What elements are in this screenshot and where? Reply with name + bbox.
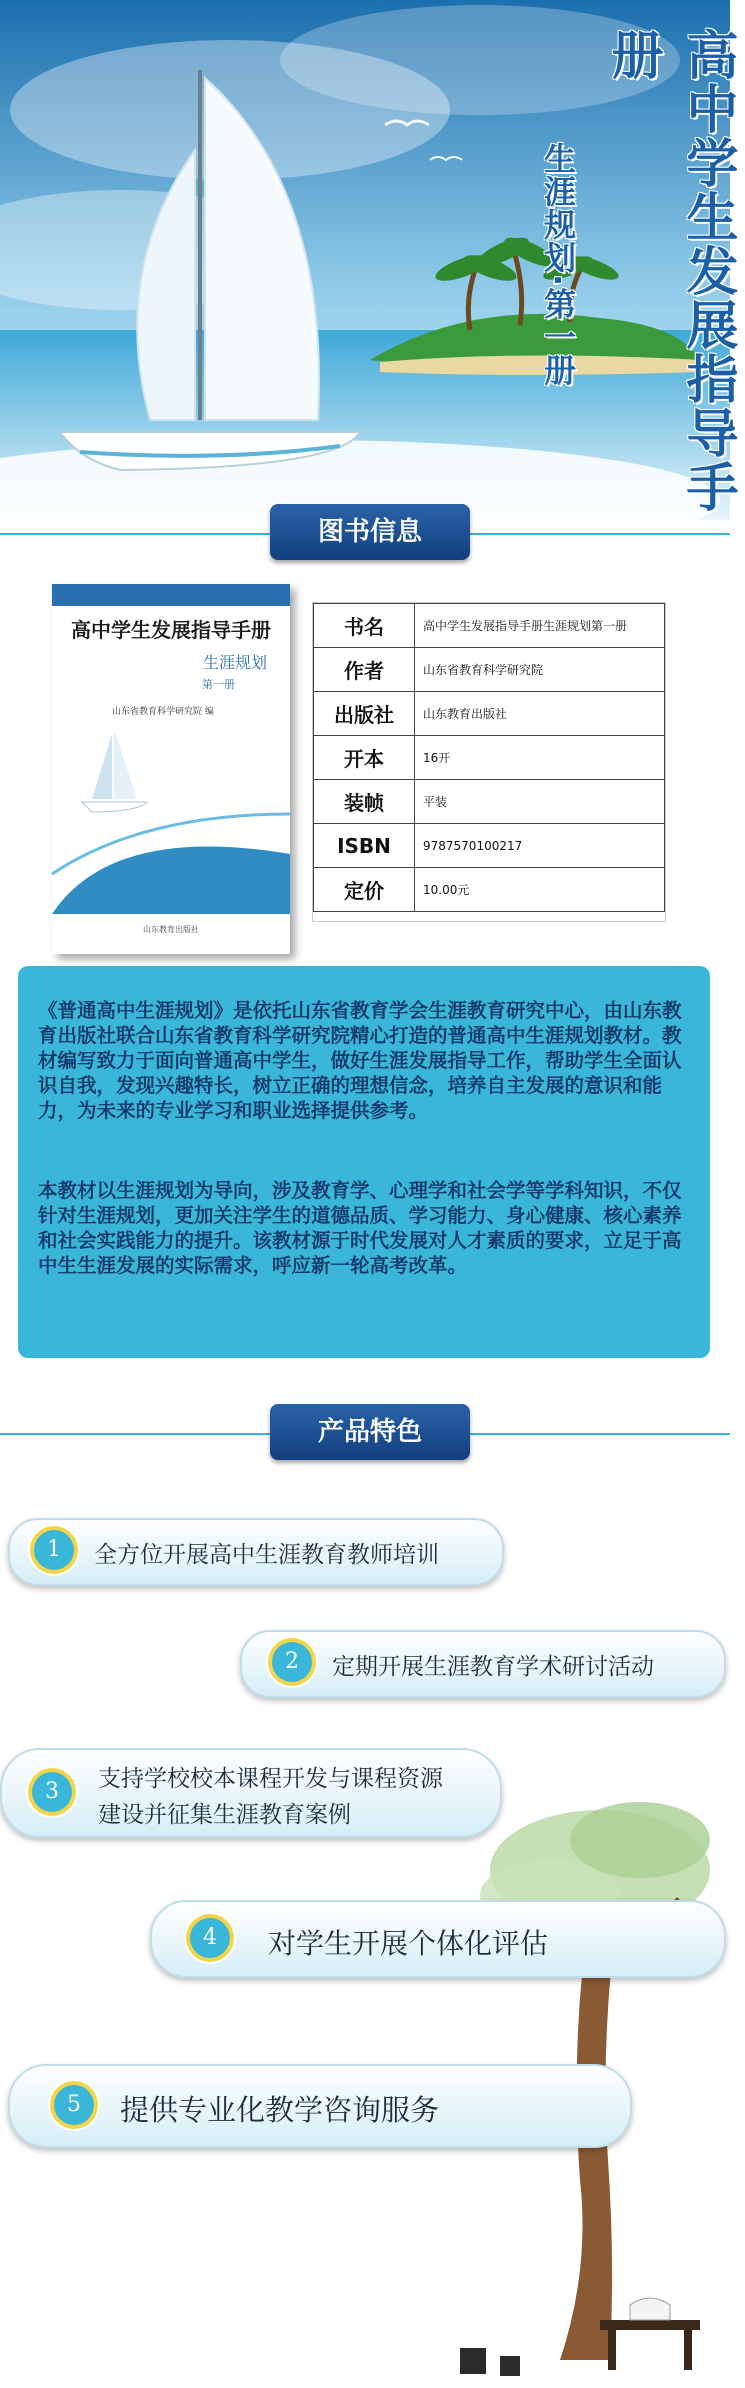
table-row [314,736,665,780]
feature-number-badge: 5 [54,2085,94,2125]
info-key: 定价 [314,868,415,912]
info-key: 作者 [314,648,415,692]
table-row [314,692,665,736]
book-info-table [313,603,665,912]
info-value: 10.00元 [415,868,665,912]
feature-text-line2: 建设并征集生涯教育案例 [98,1802,351,1828]
cover-title: 高中学生发展指导手册 [71,618,271,642]
info-value: 16开 [415,736,665,780]
info-value: 高中学生发展指导手册生涯规划第一册 [415,604,665,648]
cover-author: 山东省教育科学研究院 编 [112,707,214,717]
feature-text: 定期开展生涯教育学术研讨活动 [332,1654,654,1680]
info-value: 山东省教育科学研究院 [415,648,665,692]
feature-item [0,1748,502,1838]
info-key: 装帧 [314,780,415,824]
feature-item [8,1518,504,1586]
feature-number-badge: 3 [32,1772,72,1812]
hero-subtitle: 生涯规划·第一册 [539,142,577,387]
feature-number-badge: 1 [34,1530,74,1570]
info-key: 开本 [314,736,415,780]
info-value: 山东教育出版社 [415,692,665,736]
info-value: 平装 [415,780,665,824]
table-row [314,648,665,692]
section-title: 图书信息 [270,504,470,560]
hero-title: 高中学生发展指导手册 [602,28,737,514]
feature-item [240,1630,726,1698]
info-key: ISBN [314,824,415,868]
feature-text-line1: 支持学校校本课程开发与课程资源 [98,1766,443,1792]
intro-box [18,966,710,1358]
info-key: 书名 [314,604,415,648]
section-header-features [0,1404,730,1464]
table-row [314,604,665,648]
section-title: 产品特色 [270,1404,470,1460]
cover-publisher: 山东教育出版社 [143,925,199,934]
cover-top-bar [52,584,290,606]
intro-paragraph-1: 《普通高中生涯规划》是依托山东省教育学会生涯教育研究中心，由山东教育出版社联合山东省教育科学研究院精心打造的普通高中生涯规划教材。教材编写致力于面向普通高中学生，做好生涯发展指导工作，帮助学生全面认识自我，发现兴趣特长，树立正确的理想信念，培养自主发展的意识和能力，为未来的专业学习和职业选择提供参考。 [38,999,682,1122]
feature-text: 提供专业化教学咨询服务 [120,2093,440,2127]
feature-text: 全方位开展高中生涯教育教师培训 [94,1542,439,1568]
book-info-table-frame [312,602,666,922]
feature-number-badge: 4 [190,1918,230,1958]
cover-wave-graphic [52,704,290,914]
hero-banner [0,0,737,520]
cover-volume: 第一册 [202,678,235,691]
intro-paragraph-2: 本教材以生涯规划为导向，涉及教育学、心理学和社会学等学科知识，不仅针对生涯规划，更加关注学生的道德品质、学习能力、身心健康、核心素养和社会实践能力的提升。该教材源于时代发展对人才素质的要求，立足于高中生生涯发展的实际需求，呼应新一轮高考改革。 [38,1179,682,1277]
section-header-book-info [0,504,730,564]
feature-item [8,2064,632,2148]
table-row [314,780,665,824]
book-cover-image [52,584,290,954]
cover-subtitle: 生涯规划 [202,653,267,672]
info-value: 9787570100217 [415,824,665,868]
feature-number-badge: 2 [272,1642,312,1682]
info-key: 出版社 [314,692,415,736]
table-row [314,868,665,912]
feature-text: 对学生开展个体化评估 [268,1927,549,1960]
table-row [314,824,665,868]
feature-item [150,1900,726,1978]
